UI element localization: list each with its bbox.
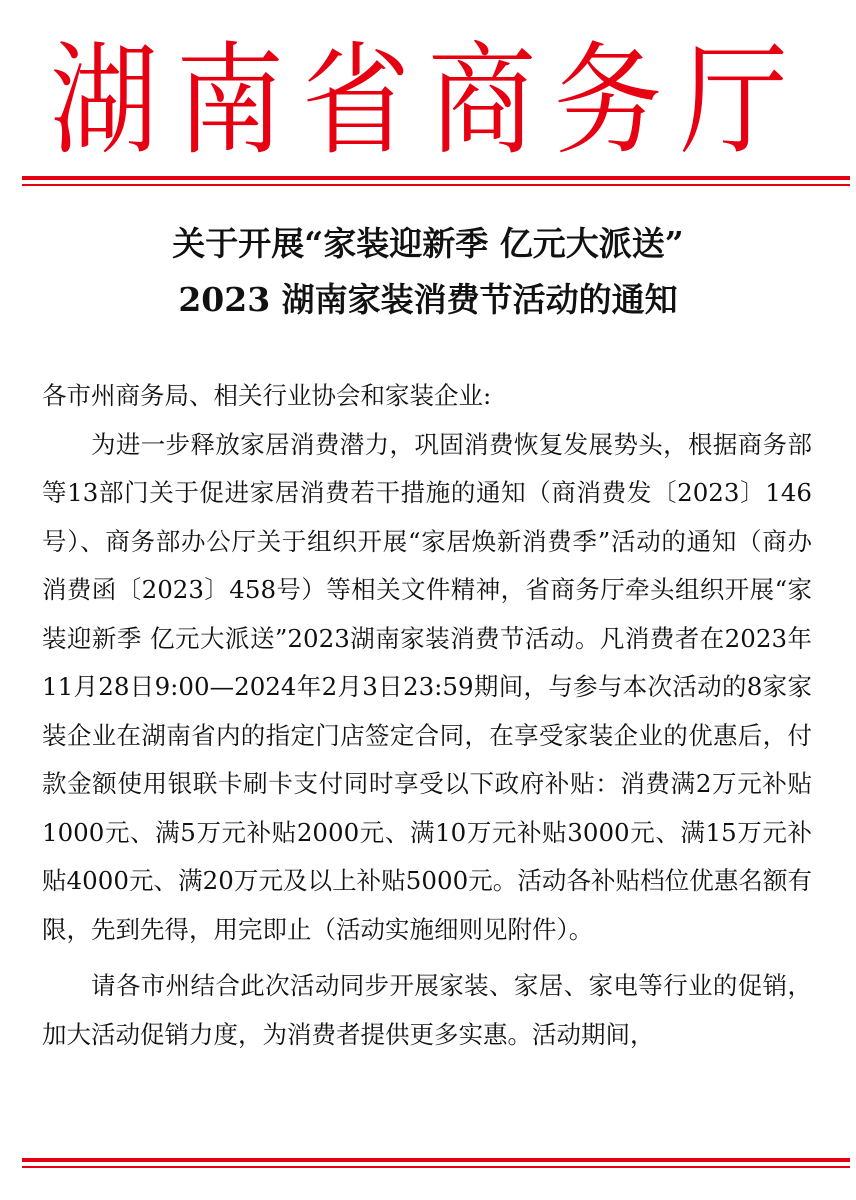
header-divider-thick [22,176,850,180]
header-divider-thin [22,184,850,186]
footer-divider-thin [22,1166,850,1168]
masthead-org-name: 湖南省商务厅 [49,31,806,172]
document-title-line1: 关于开展“家装迎新季 亿元大派送” [172,224,684,263]
salutation: 各市州商务局、相关行业协会和家装企业: [42,381,492,410]
footer-divider-thick [22,1158,850,1162]
body-paragraph-2: 请各市州结合此次活动同步开展家装、家居、家电等行业的促销，加大活动促销力度，为消费者提供更多实惠。活动期间， [42,971,812,1049]
body-paragraph-1: 为进一步释放家居消费潜力，巩固消费恢复发展势头，根据商务部等13部门关于促进家居消费若干措施的通知（商消费发〔2023〕146号）、商务部办公厅关于组织开展“家居焕新消费季”活动的通知（商办消费函〔2023〕458号）等相关文件精神，省商务厅牵头组织开展“家装迎新季 亿元大派送”2023湖南家装消费节活动。凡消费者在2023年11月28日9:00—2024年2月3日23:59期间，与参与本次活动的8家家装企业在湖南省内的指定门店签定合同，在享受家装企业的优惠后，付款金额使用银联卡刷卡支付同时享受以下政府补贴：消费满2万元补贴1000元、满5万元补贴2000元、满10万元补贴3000元、满15万元补贴4000元、满20万元及以上补贴5000元。活动各补贴档位优惠名额有限，先到先得，用完即止（活动实施细则见附件）。 [42,429,812,944]
document-body [42,372,812,1059]
document-title-line2: 2023 湖南家装消费节活动的通知 [178,280,678,319]
